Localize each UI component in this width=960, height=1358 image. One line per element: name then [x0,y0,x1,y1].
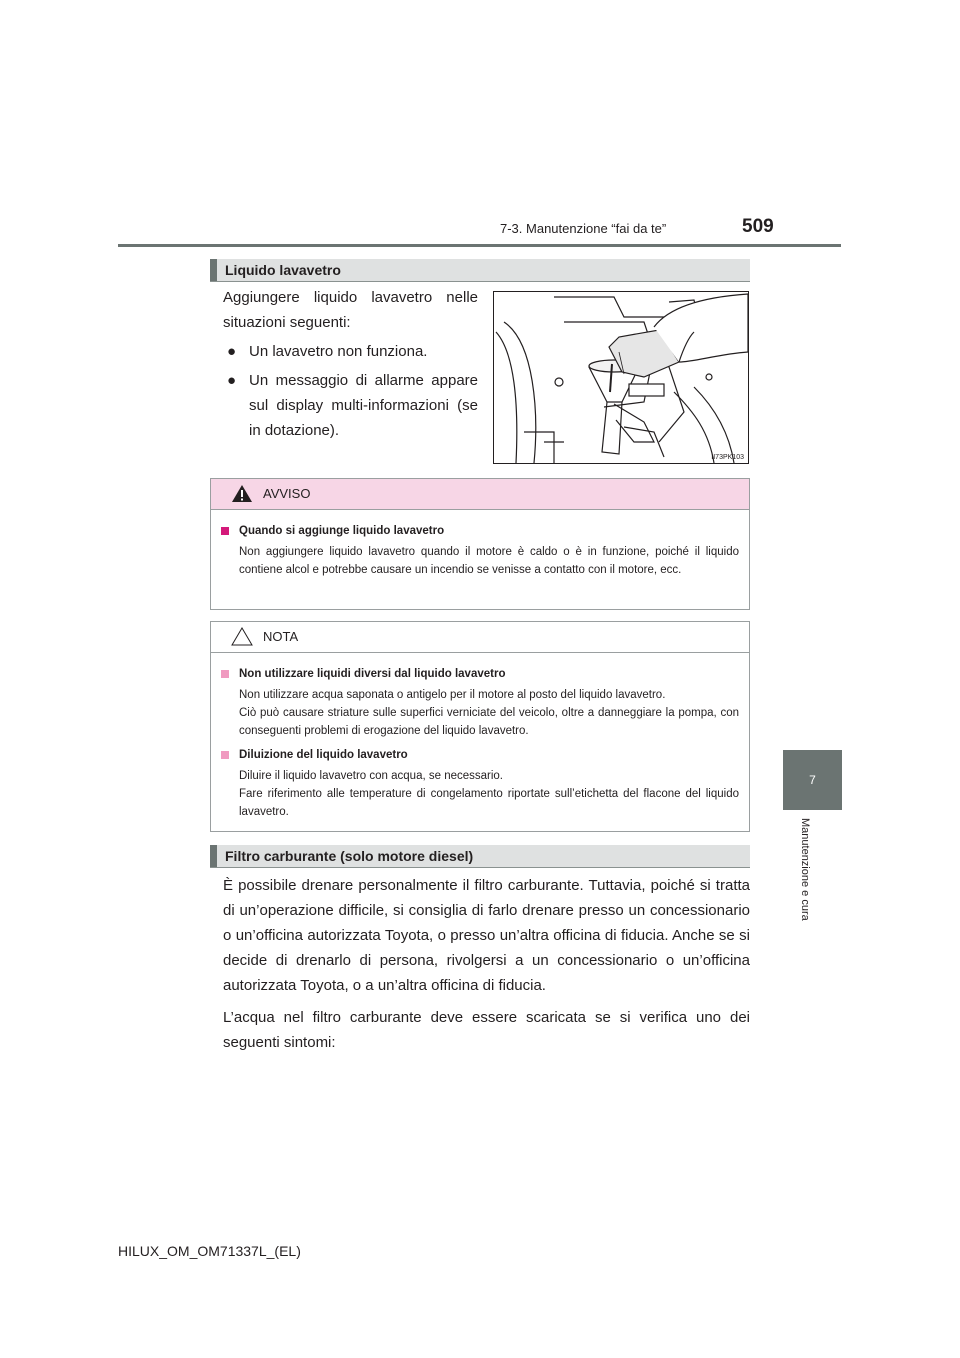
fuel-filter-body [223,873,750,1055]
fuel-filter-section-heading [210,845,750,868]
notice-box [210,621,750,832]
washer-fill-illustration [493,291,749,464]
fuel-filter-paragraph: L’acqua nel filtro carburante deve essere scaricata se si verifica uno dei seguenti sintomi: [223,1009,750,1051]
notice-item [211,740,749,821]
notice-title: NOTA [263,629,299,644]
washer-section-heading [210,259,750,282]
notice-item-line: Ciò può causare striature sulle superfici verniciate del veicolo, oltre a danneggiare la pompa, con conseguenti problemi di erogazione del liquido lavavetro. [239,707,739,737]
notice-item-line: Non utilizzare acqua saponata o antigelo per il motore al posto del liquido lavavetro. [239,689,666,701]
washer-fill-drawing [494,292,748,463]
caution-triangle-icon [231,627,253,646]
washer-heading: Liquido lavavetro [210,259,750,281]
warning-box [210,478,750,610]
washer-intro [223,285,478,443]
fuel-filter-paragraph: È possibile drenare personalmente il filtro carburante. Tuttavia, poiché si tratta di un’operazione difficile, si consiglia di farlo drenare presso un concessionario o un’officina autorizzata Toyota, o presso un’altra officina di fiducia. Anche se si decide di drenarlo di persona, rivolgersi a un concessionario o un’officina autorizzata Toyota, o a un’altra officina di fiducia. [223,877,750,994]
page-number: 509 [742,216,774,237]
warning-title: AVVISO [263,486,311,501]
chapter-tab: 7 [783,750,842,810]
warning-item-title: Quando si aggiunge liquido lavavetro [221,522,739,540]
heading-underline [210,281,750,282]
washer-intro-text: Aggiungere liquido lavavetro nelle situazioni seguenti: [223,289,478,331]
chapter-label: Manutenzione e cura [799,818,811,921]
notice-item-title: Non utilizzare liquidi diversi dal liquido lavavetro [221,665,739,683]
notice-item-title: Diluizione del liquido lavavetro [221,746,739,764]
warning-item [211,510,749,579]
warning-item-body: Non aggiungere liquido lavavetro quando il motore è caldo o è in funzione, poiché il liquido contiene alcol e potrebbe causare un incendio se venisse a contatto con il motore, ecc. [239,546,739,576]
washer-bullet: ● Un messaggio di allarme appare sul display multi-informazioni (se in dotazione). [223,368,478,443]
notice-header [211,622,749,653]
notice-item-line: Fare riferimento alle temperature di congelamento riportate sull’etichetta del flacone del liquido lavavetro. [239,788,739,818]
section-title: 7-3. Manutenzione “fai da te” [500,221,667,236]
fuel-filter-heading: Filtro carburante (solo motore diesel) [210,845,750,867]
figure-code: II73PK103 [711,454,744,461]
notice-item [211,653,749,740]
notice-item-line: Diluire il liquido lavavetro con acqua, se necessario. [239,770,504,782]
warning-header [211,479,749,510]
heading-underline [210,867,750,868]
warning-triangle-icon [231,484,253,503]
document-code: HILUX_OM_OM71337L_(EL) [118,1243,301,1259]
washer-bullet: ● Un lavavetro non funziona. [223,339,478,364]
header-rule [118,244,841,247]
